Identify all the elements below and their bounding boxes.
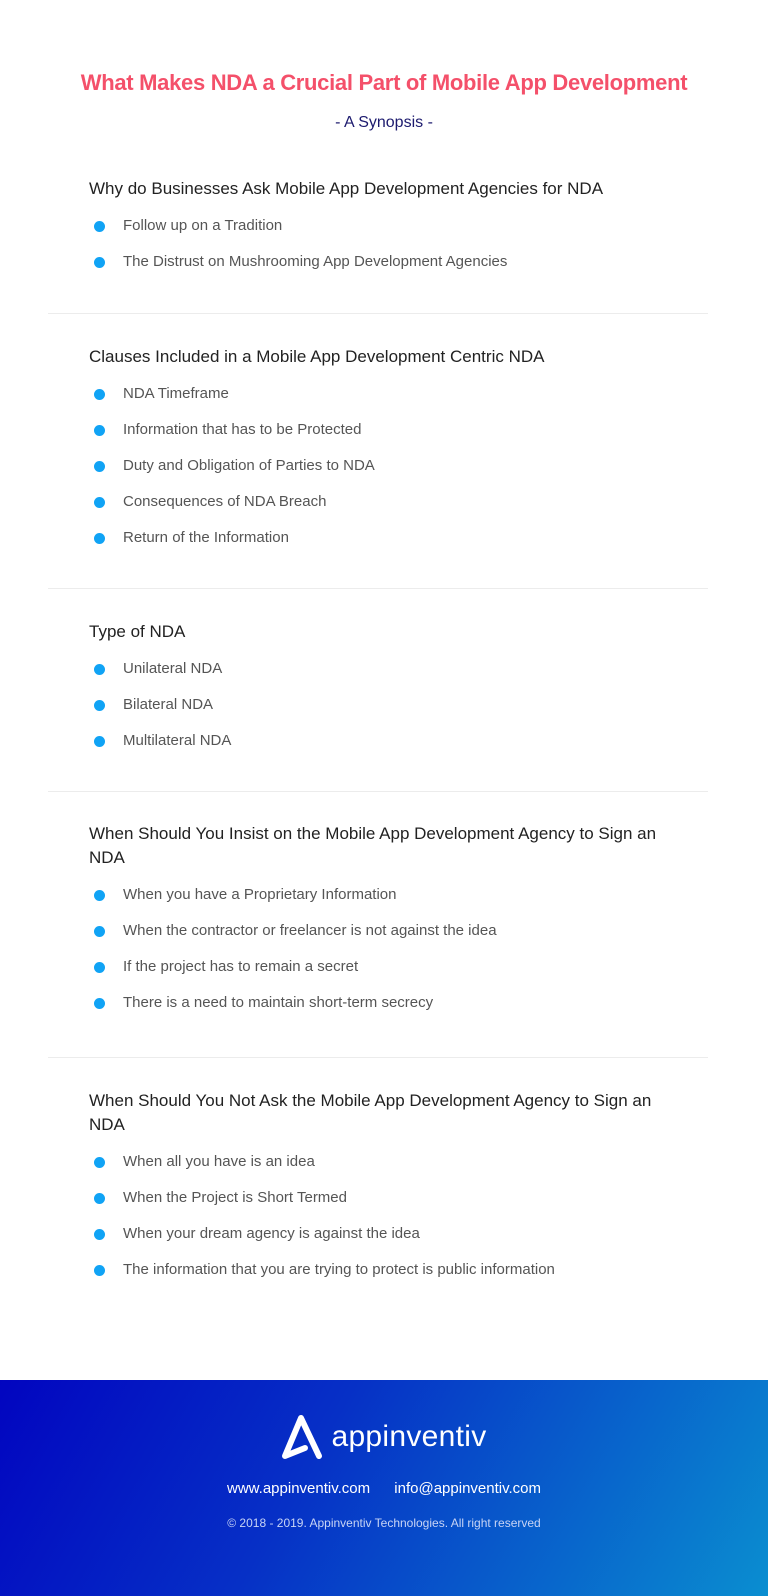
page-title: What Makes NDA a Crucial Part of Mobile App Development	[80, 70, 688, 95]
divider	[48, 313, 708, 314]
list-item	[89, 491, 689, 527]
section-heading: Why do Businesses Ask Mobile App Development Agencies for NDA	[89, 179, 604, 198]
bullet-icon	[94, 962, 105, 973]
list-item	[89, 251, 689, 287]
list-item-text: Duty and Obligation of Parties to NDA	[123, 457, 375, 474]
list-item	[89, 1187, 689, 1223]
logo-text: appinventiv	[331, 1420, 487, 1453]
bullet-icon	[94, 998, 105, 1009]
bullet-icon	[94, 389, 105, 400]
list-item-text: When the Project is Short Termed	[123, 1189, 347, 1206]
bullet-icon	[94, 425, 105, 436]
list-item-text: There is a need to maintain short-term secrecy	[123, 994, 434, 1011]
email-link[interactable]: info@appinventiv.com	[394, 1480, 541, 1497]
brand-logo[interactable]	[0, 1414, 768, 1460]
bullet-icon	[94, 533, 105, 544]
list-item	[89, 383, 689, 419]
bullet-icon	[94, 257, 105, 268]
section-heading: Clauses Included in a Mobile App Development Centric NDA	[89, 347, 545, 366]
list-item	[89, 455, 689, 491]
section	[89, 620, 689, 766]
bullet-icon	[94, 1229, 105, 1240]
bullet-icon	[94, 890, 105, 901]
bullet-list	[89, 215, 689, 287]
section-heading: When Should You Not Ask the Mobile App Development Agency to Sign an NDA	[89, 1091, 652, 1134]
divider	[48, 1057, 708, 1058]
bullet-list	[89, 658, 689, 766]
list-item	[89, 1223, 689, 1259]
bullet-icon	[94, 1157, 105, 1168]
list-item-text: Consequences of NDA Breach	[123, 493, 327, 510]
bullet-icon	[94, 461, 105, 472]
section-heading: Type of NDA	[89, 622, 186, 641]
divider	[48, 588, 708, 589]
list-item-text: NDA Timeframe	[123, 385, 229, 402]
list-item-text: When the contractor or freelancer is not against the idea	[123, 922, 497, 939]
copyright: © 2018 - 2019. Appinventiv Technologies. All right reserved	[227, 1516, 541, 1530]
list-item-text: The Distrust on Mushrooming App Development Agencies	[123, 253, 508, 270]
bullet-icon	[94, 700, 105, 711]
list-item-text: Follow up on a Tradition	[123, 217, 283, 234]
list-item-text: If the project has to remain a secret	[123, 958, 359, 975]
section-heading: When Should You Insist on the Mobile App Development Agency to Sign an NDA	[89, 824, 657, 867]
list-item	[89, 956, 689, 992]
list-item-text: Unilateral NDA	[123, 660, 223, 677]
section	[89, 1089, 689, 1295]
list-item-text: When all you have is an idea	[123, 1153, 315, 1170]
bullet-icon	[94, 926, 105, 937]
appinventiv-logo-icon	[281, 1414, 325, 1460]
section	[89, 177, 689, 287]
list-item-text: Information that has to be Protected	[123, 421, 362, 438]
list-item	[89, 920, 689, 956]
list-item-text: Bilateral NDA	[123, 696, 214, 713]
list-item-text: When you have a Proprietary Information	[123, 886, 397, 903]
list-item	[89, 215, 689, 251]
bullet-icon	[94, 221, 105, 232]
list-item-text: Multilateral NDA	[123, 732, 232, 749]
bullet-list	[89, 383, 689, 563]
bullet-icon	[94, 736, 105, 747]
section	[89, 345, 689, 563]
section	[89, 822, 689, 1028]
divider	[48, 791, 708, 792]
list-item-text: Return of the Information	[123, 529, 289, 546]
list-item-text: When your dream agency is against the idea	[123, 1225, 420, 1242]
footer	[0, 1380, 768, 1596]
bullet-icon	[94, 497, 105, 508]
list-item-text: The information that you are trying to protect is public information	[123, 1261, 555, 1278]
bullet-list	[89, 884, 689, 1028]
website-link[interactable]: www.appinventiv.com	[227, 1480, 371, 1497]
list-item	[89, 658, 689, 694]
list-item	[89, 1151, 689, 1187]
list-item	[89, 419, 689, 455]
bullet-icon	[94, 664, 105, 675]
bullet-list	[89, 1151, 689, 1295]
list-item	[89, 1259, 689, 1295]
list-item	[89, 730, 689, 766]
list-item	[89, 884, 689, 920]
list-item	[89, 992, 689, 1028]
list-item	[89, 694, 689, 730]
page-subtitle: - A Synopsis -	[335, 114, 433, 131]
bullet-icon	[94, 1193, 105, 1204]
list-item	[89, 527, 689, 563]
bullet-icon	[94, 1265, 105, 1276]
